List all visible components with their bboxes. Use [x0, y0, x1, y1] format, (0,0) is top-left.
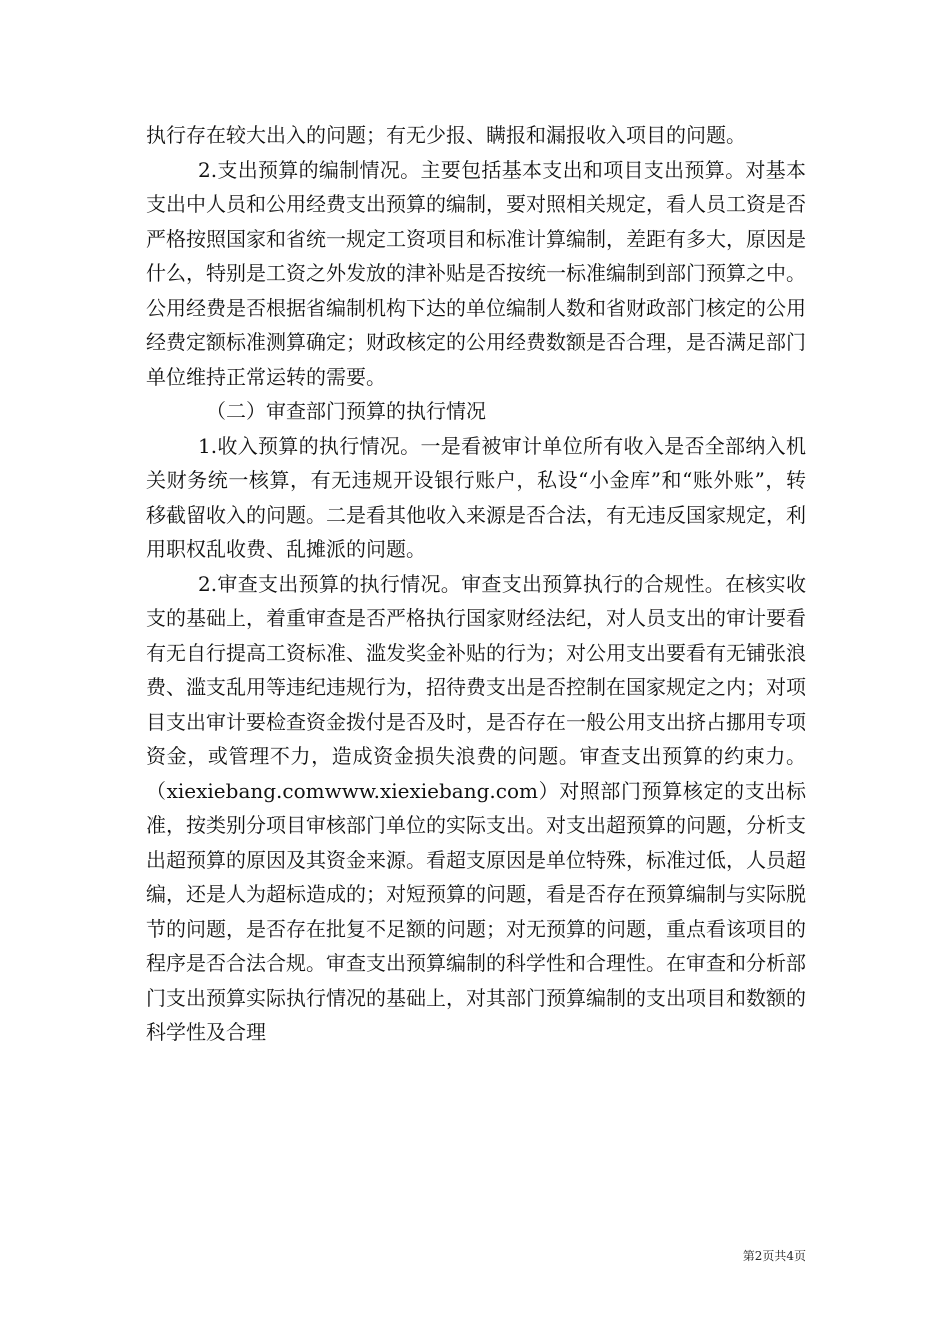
- paragraph-income-budget-execution: 1.收入预算的执行情况。一是看被审计单位所有收入是否全部纳入机关财务统一核算，有无违规开设银行账户，私设“小金库”和“账外账”，转移截留收入的问题。二是看其他收入来源是否合法，有无违反国家规定，利用职权乱收费、乱摊派的问题。: [146, 433, 806, 561]
- page-number: 第2页共4页: [742, 1249, 806, 1263]
- paragraph-continuation: 执行存在较大出入的问题；有无少报、瞒报和漏报收入项目的问题。: [146, 123, 746, 147]
- paragraph-expenditure-budget-execution: 2.审查支出预算的执行情况。审查支出预算执行的合规性。在核实收支的基础上，着重审查是否严格执行国家财经法纪，对人员支出的审计要看有无自行提高工资标准、滥发奖金补贴的行为；对公用支出要看有无铺张浪费、滥支乱用等违纪违规行为，招待费支出是否控制在国家规定之内；对项目支出审计要检查资金拨付是否及时，是否存在一般公用支出挤占挪用专项资金，或管理不力，造成资金损失浪费的问题。审查支出预算的约束力。（xiexiebang.comwww.xiexiebang.com）对照部门预算核定的支出标准，按类别分项目审核部门单位的实际支出。对支出超预算的问题，分析支出超预算的原因及其资金来源。看超支原因是单位特殊，标准过低，人员超编，还是人为超标造成的；对短预算的问题，看是否存在预算编制与实际脱节的问题，是否存在批复不足额的问题；对无预算的问题，重点看该项目的程序是否合法合规。审查支出预算编制的科学性和合理性。在审查和分析部门支出预算实际执行情况的基础上，对其部门预算编制的支出项目和数额的科学性及合理: [146, 571, 806, 1044]
- paragraph-expenditure-budget-compilation: 2.支出预算的编制情况。主要包括基本支出和项目支出预算。对基本支出中人员和公用经费支出预算的编制，要对照相关规定，看人员工资是否严格按照国家和省统一规定工资项目和标准计算编制，差距有多大，原因是什么，特别是工资之外发放的津补贴是否按统一标准编制到部门预算之中。公用经费是否根据省编制机构下达的单位编制人数和省财政部门核定的公用经费定额标准测算确定；财政核定的公用经费数额是否合理，是否满足部门单位维持正常运转的需要。: [146, 157, 806, 389]
- document-body: [146, 118, 806, 1050]
- section-heading: （二）审查部门预算的执行情况: [206, 399, 486, 423]
